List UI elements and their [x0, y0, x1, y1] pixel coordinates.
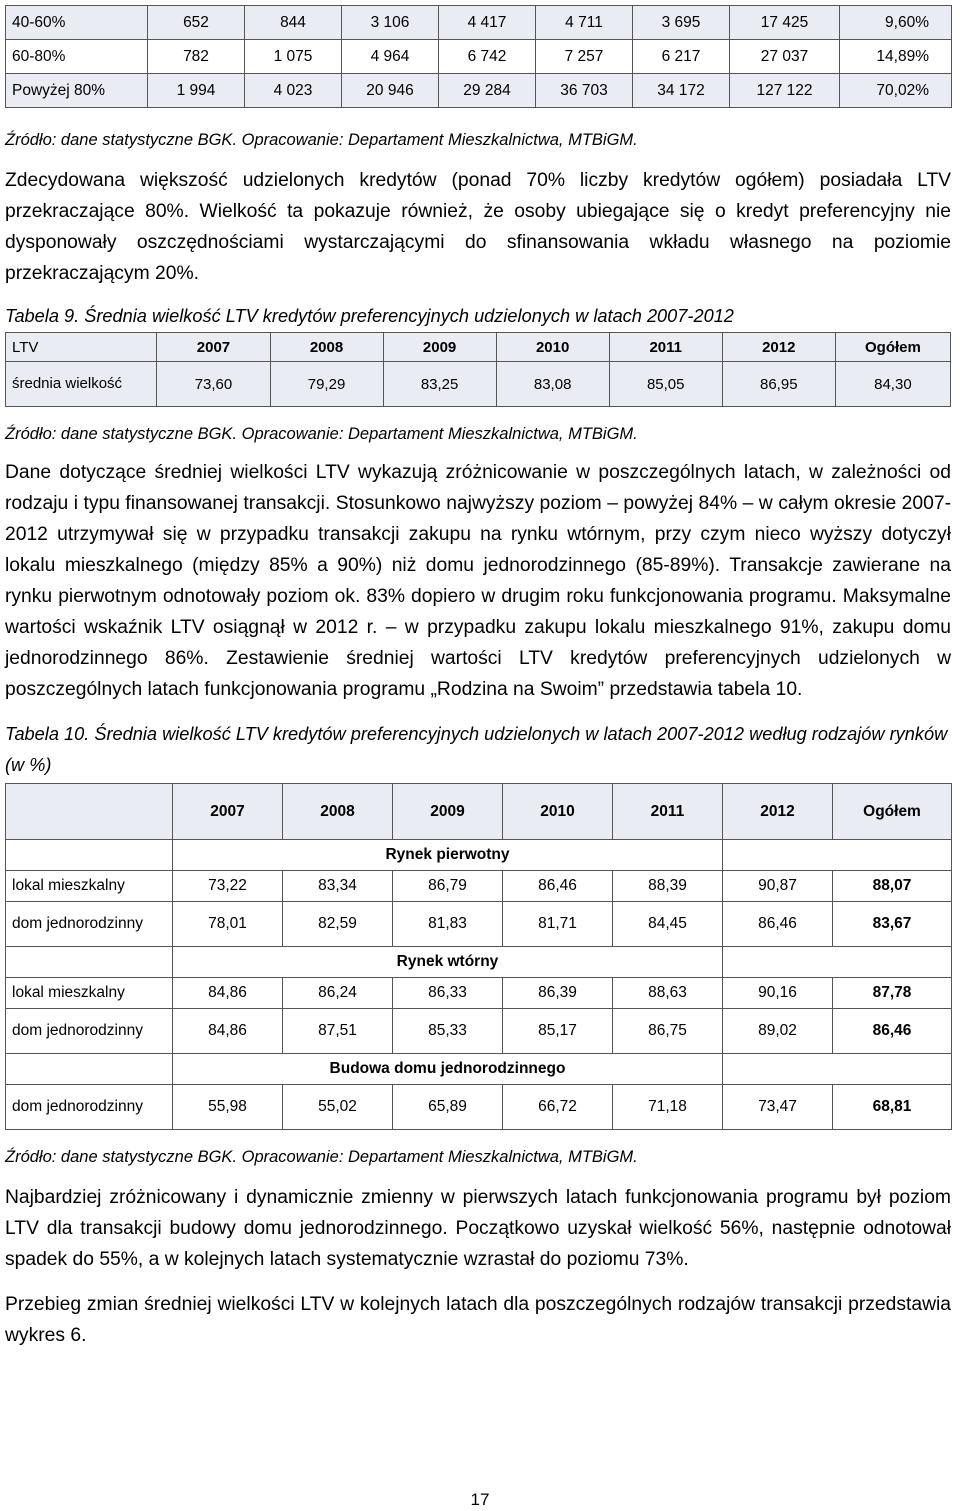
table-cell: 55,98	[173, 1085, 283, 1130]
table-row	[6, 6, 952, 40]
table-cell: 86,95	[722, 362, 835, 407]
table-cell: 34 172	[633, 74, 730, 108]
ltv-by-market-table	[5, 783, 952, 1130]
table-caption: Tabela 9. Średnia wielkość LTV kredytów preferencyjnych udzielonych w latach 2007-2012	[5, 306, 734, 326]
column-header: Ogółem	[833, 784, 952, 840]
row-label: dom jednorodzinny	[6, 1009, 173, 1054]
total-cell: 88,07	[833, 871, 952, 902]
table-cell: 20 946	[342, 74, 439, 108]
table-cell: 27 037	[730, 40, 840, 74]
table-cell: 17 425	[730, 6, 840, 40]
table-row	[6, 871, 952, 902]
table-cell: 88,39	[613, 871, 723, 902]
table-cell: 3 695	[633, 6, 730, 40]
column-header: 2012	[723, 784, 833, 840]
table-cell: 127 122	[730, 74, 840, 108]
row-label: dom jednorodzinny	[6, 902, 173, 947]
table-cell: 14,89%	[840, 40, 952, 74]
total-cell: 86,46	[833, 1009, 952, 1054]
section-header-row	[6, 1054, 952, 1085]
section-title: Rynek pierwotny	[173, 840, 723, 871]
paragraph: Dane dotyczące średniej wielkości LTV wykazują zróżnicowanie w poszczególnych latach, w zależności od rodzaju i typu finansowanej transakcji. Stosunkowo najwyższy poziom – powyżej 84% – w całym okresie 2007-2012 utrzymywał się w przypadku transakcji zakupu na rynku wtórnym, przy czym nieco wyższy dotyczył lokalu mieszkalnego (między 85% a 90%) niż domu jednorodzinnego (85-89%). Transakcje zawierane na rynku pierwotnym odnotowały poziom ok. 83% dopiero w drugim roku funkcjonowania programu. Maksymalne wartości wskaźnik LTV osiągnął w 2012 r. – w przypadku zakupu lokalu mieszkalnego 91%, zakupu domu jednorodzinnego 86%. Zestawienie średniej wartości LTV kredytów preferencyjnych udzielonych w poszczególnych latach funkcjonowania programu „Rodzina na Swoim” przedstawia tabela 10.	[5, 462, 951, 700]
table-cell: 73,22	[173, 871, 283, 902]
table-cell: 6 742	[439, 40, 536, 74]
column-header: 2008	[270, 333, 383, 362]
table-cell: 1 075	[245, 40, 342, 74]
table-row	[6, 40, 952, 74]
table-cell: 86,46	[503, 871, 613, 902]
source-note: Źródło: dane statystyczne BGK. Opracowanie: Departament Mieszkalnictwa, MTBiGM.	[5, 425, 638, 443]
table-cell: 3 106	[342, 6, 439, 40]
section-header-row	[6, 840, 952, 871]
table-cell: 4 711	[536, 6, 633, 40]
table-cell: 73,60	[157, 362, 270, 407]
table-cell: 86,75	[613, 1009, 723, 1054]
ltv-average-table	[5, 332, 951, 407]
table-cell: 83,08	[496, 362, 609, 407]
column-header: 2009	[393, 784, 503, 840]
table-cell: 86,79	[393, 871, 503, 902]
table-cell: 70,02%	[840, 74, 952, 108]
loan-distribution-table	[5, 5, 952, 108]
table-cell: 86,33	[393, 978, 503, 1009]
table-cell: 4 417	[439, 6, 536, 40]
table-cell: 4 964	[342, 40, 439, 74]
row-label: dom jednorodzinny	[6, 1085, 173, 1130]
table-header-row	[6, 333, 951, 362]
table-cell: 87,51	[283, 1009, 393, 1054]
column-header: 2011	[613, 784, 723, 840]
table-row	[6, 362, 951, 407]
column-header: 2011	[609, 333, 722, 362]
table-cell: 85,33	[393, 1009, 503, 1054]
table-cell: 83,34	[283, 871, 393, 902]
column-header: 2008	[283, 784, 393, 840]
document-page	[5, 5, 951, 1351]
table-cell: 652	[148, 6, 245, 40]
table-cell: 90,16	[723, 978, 833, 1009]
table-cell: 66,72	[503, 1085, 613, 1130]
table-row	[6, 74, 952, 108]
source-note: Źródło: dane statystyczne BGK. Opracowanie: Departament Mieszkalnictwa, MTBiGM.	[5, 1148, 638, 1166]
column-header: 2010	[503, 784, 613, 840]
page-number: 17	[470, 1490, 490, 1509]
table-cell: 86,46	[723, 902, 833, 947]
source-note: Źródło: dane statystyczne BGK. Opracowanie: Departament Mieszkalnictwa, MTBiGM.	[5, 131, 638, 149]
row-label: lokal mieszkalny	[6, 978, 173, 1009]
table-cell: 86,39	[503, 978, 613, 1009]
table-cell: 36 703	[536, 74, 633, 108]
column-header: 2007	[157, 333, 270, 362]
section-title: Rynek wtórny	[173, 947, 723, 978]
table-cell: 84,86	[173, 978, 283, 1009]
column-header	[6, 784, 173, 840]
table-cell: 73,47	[723, 1085, 833, 1130]
table-cell: 88,63	[613, 978, 723, 1009]
table-cell: 1 994	[148, 74, 245, 108]
row-label: średnia wielkość	[6, 362, 157, 407]
section-header-row	[6, 947, 952, 978]
table-cell: 55,02	[283, 1085, 393, 1130]
table-cell: 4 023	[245, 74, 342, 108]
table-cell: 85,17	[503, 1009, 613, 1054]
paragraph: Zdecydowana większość udzielonych kredytów (ponad 70% liczby kredytów ogółem) posiadała LTV przekraczające 80%. Wielkość ta pokazuje również, że osoby ubiegające się o kredyt preferencyjny nie dysponowały oszczędnościami wystarczającymi do sfinansowania wkładu własnego na poziomie przekraczającym 20%.	[5, 170, 951, 284]
table-cell: 89,02	[723, 1009, 833, 1054]
table-cell: 86,24	[283, 978, 393, 1009]
column-header: LTV	[6, 333, 157, 362]
table-cell: 71,18	[613, 1085, 723, 1130]
table-cell: 782	[148, 40, 245, 74]
table-cell: 82,59	[283, 902, 393, 947]
paragraph: Najbardziej zróżnicowany i dynamicznie zmienny w pierwszych latach funkcjonowania programu był poziom LTV dla transakcji budowy domu jednorodzinnego. Początkowo uzyskał wielkość 56%, następnie odnotował spadek do 55%, a w kolejnych latach systematycznie wzrastał do poziomu 73%.	[5, 1187, 951, 1270]
row-label: lokal mieszkalny	[6, 871, 173, 902]
column-header: 2009	[383, 333, 496, 362]
table-cell: 81,83	[393, 902, 503, 947]
total-cell: 68,81	[833, 1085, 952, 1130]
table-cell: 79,29	[270, 362, 383, 407]
table-cell: 65,89	[393, 1085, 503, 1130]
table-row	[6, 1085, 952, 1130]
section-title: Budowa domu jednorodzinnego	[173, 1054, 723, 1085]
table-cell: 60-80%	[6, 40, 148, 74]
table-cell: 6 217	[633, 40, 730, 74]
column-header: 2007	[173, 784, 283, 840]
table-caption: Tabela 10. Średnia wielkość LTV kredytów preferencyjnych udzielonych w latach 2007-2012 według rodzajów rynków (w %)	[5, 724, 948, 775]
table-cell: 84,86	[173, 1009, 283, 1054]
table-cell: 83,25	[383, 362, 496, 407]
paragraph: Przebieg zmian średniej wielkości LTV w kolejnych latach dla poszczególnych rodzajów transakcji przedstawia wykres 6.	[5, 1294, 951, 1346]
column-header: Ogółem	[835, 333, 950, 362]
table-cell: 9,60%	[840, 6, 952, 40]
column-header: 2012	[722, 333, 835, 362]
table-cell: 81,71	[503, 902, 613, 947]
table-cell: 84,30	[835, 362, 950, 407]
column-header: 2010	[496, 333, 609, 362]
table-row	[6, 978, 952, 1009]
table-row	[6, 902, 952, 947]
table-cell: 29 284	[439, 74, 536, 108]
total-cell: 83,67	[833, 902, 952, 947]
table-header-row	[6, 784, 952, 840]
table-cell: 7 257	[536, 40, 633, 74]
table-cell: 85,05	[609, 362, 722, 407]
table-row	[6, 1009, 952, 1054]
table-cell: 40-60%	[6, 6, 148, 40]
total-cell: 87,78	[833, 978, 952, 1009]
table-cell: 78,01	[173, 902, 283, 947]
table-cell: Powyżej 80%	[6, 74, 148, 108]
table-cell: 84,45	[613, 902, 723, 947]
table-cell: 90,87	[723, 871, 833, 902]
table-cell: 844	[245, 6, 342, 40]
